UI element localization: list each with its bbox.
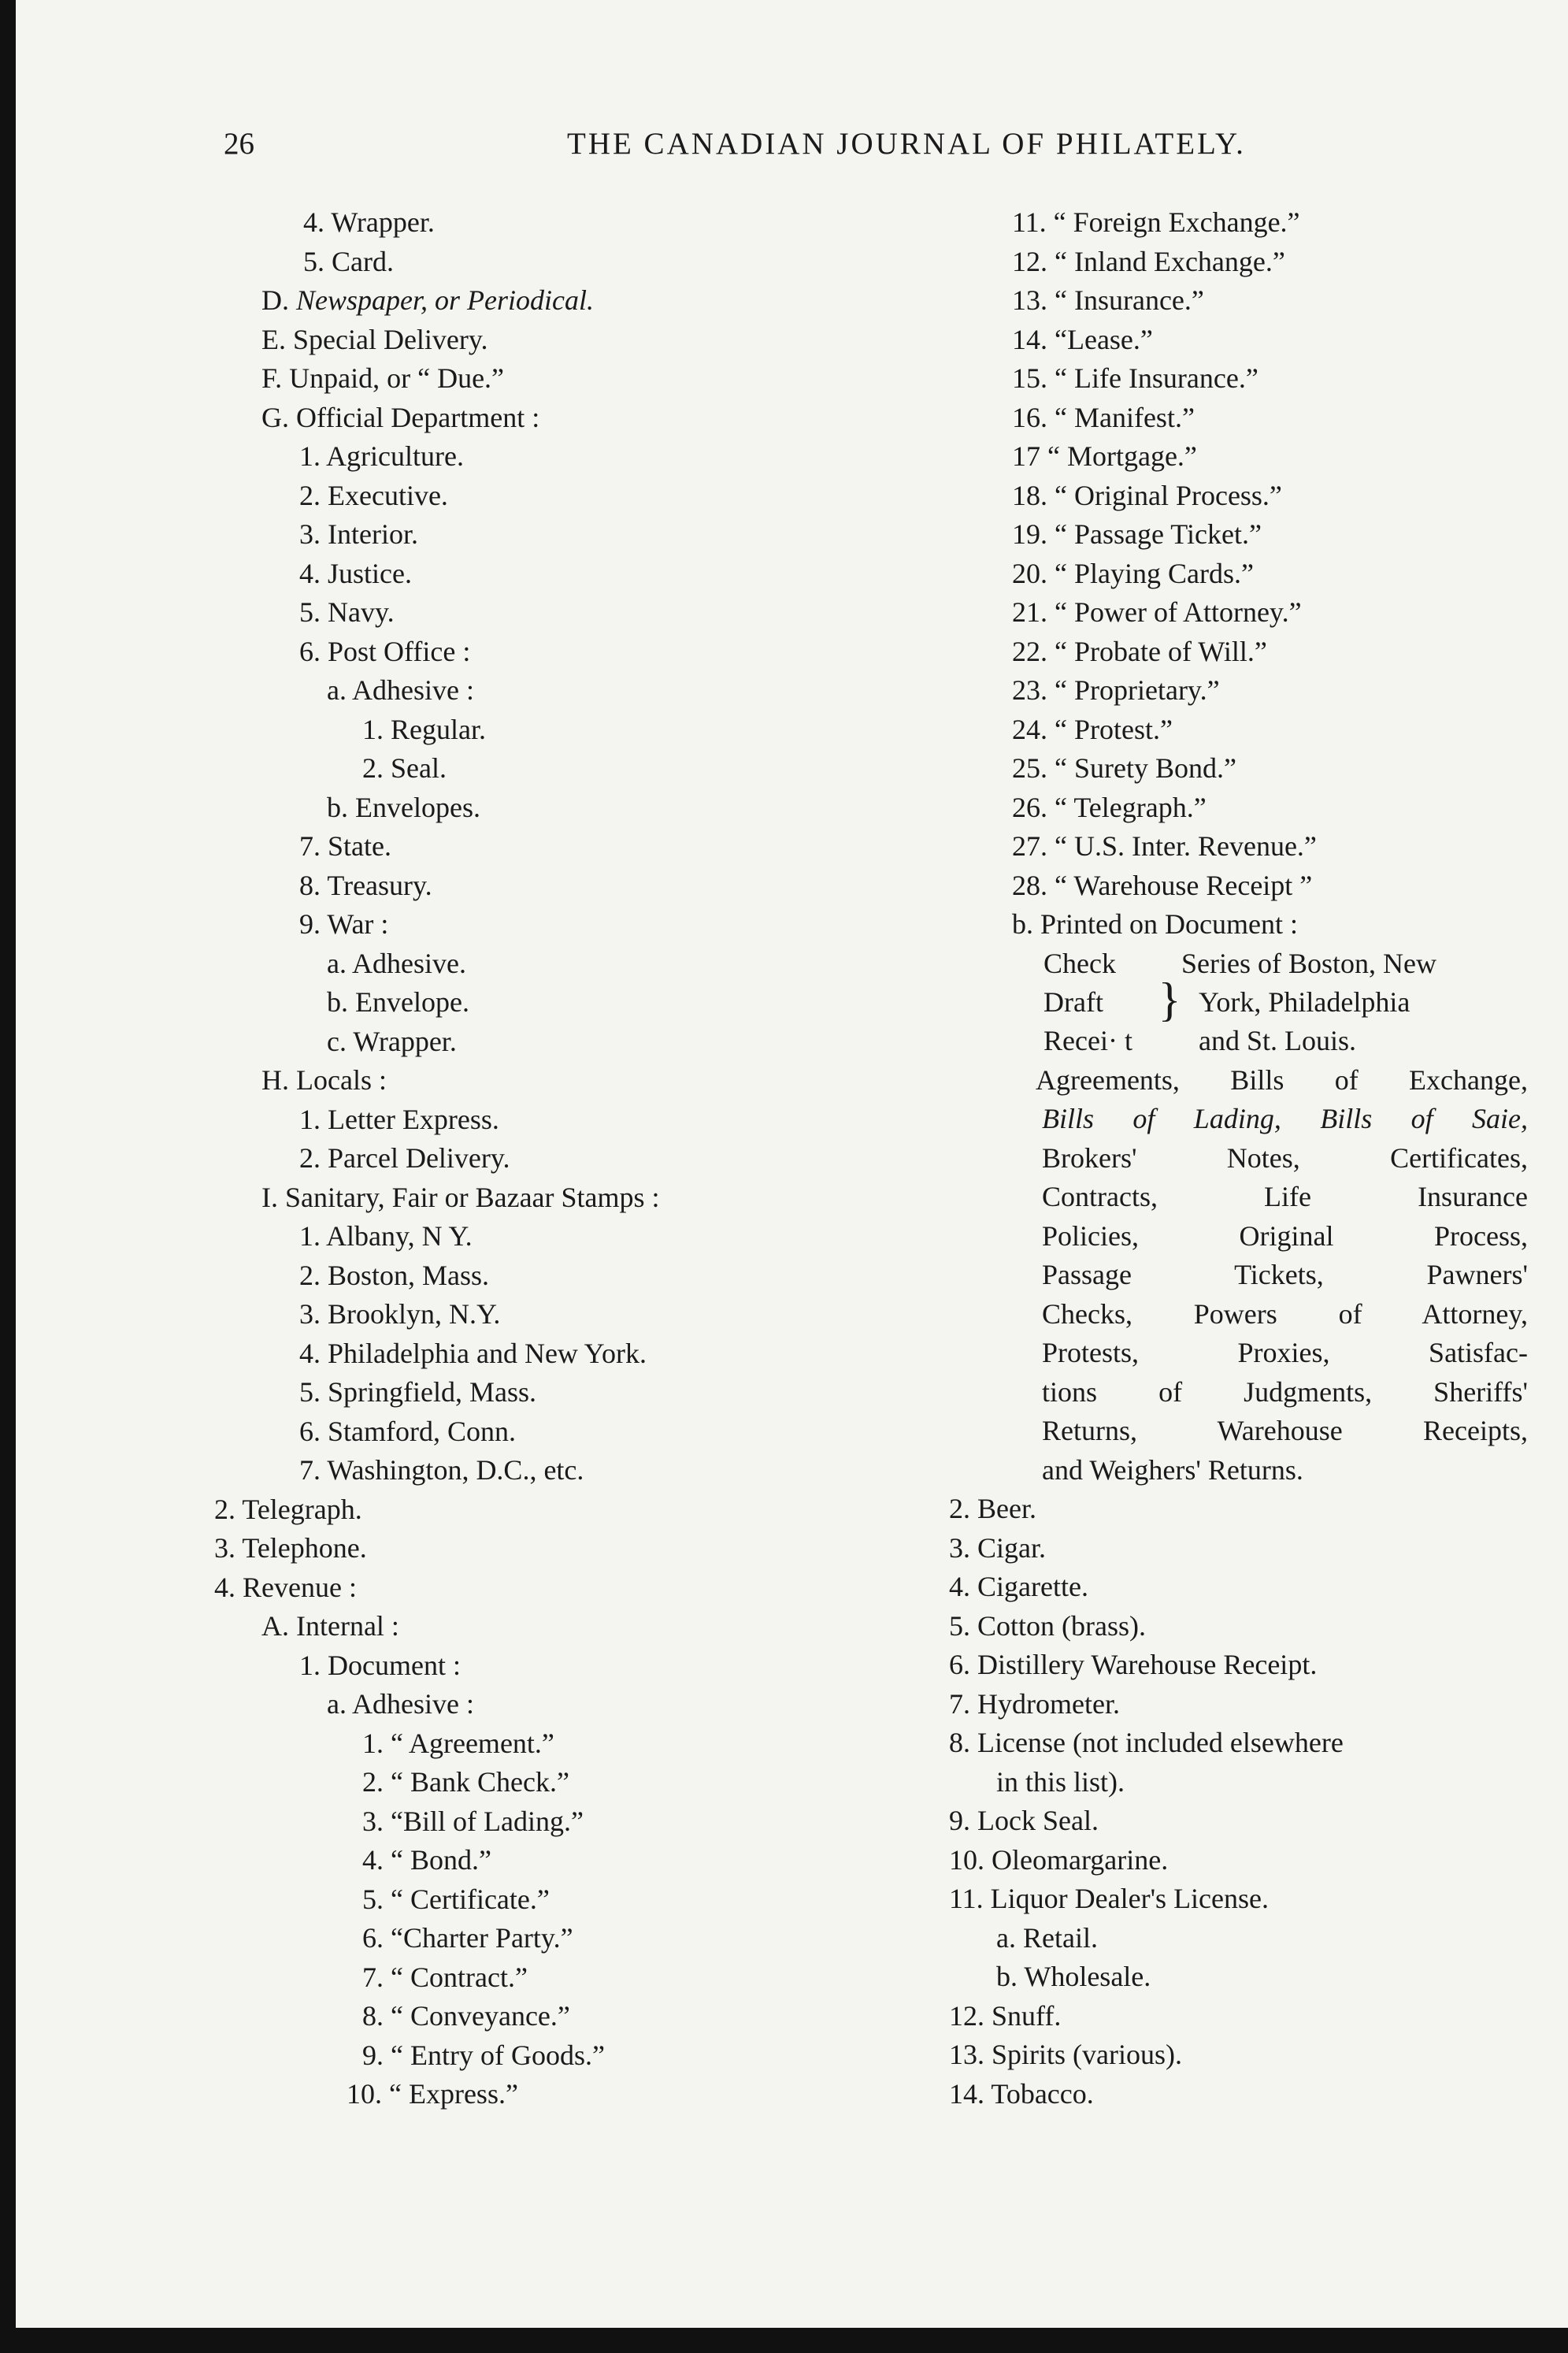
list-item: 15. “ Life Insurance.”: [1012, 362, 1258, 394]
list-item: 24. “ Protest.”: [1012, 713, 1173, 745]
list-item: 1. Document :: [299, 1649, 461, 1681]
list-item: 2. “ Bank Check.”: [362, 1766, 569, 1798]
list-item: E. Special Delivery.: [261, 323, 488, 355]
list-item: b. Envelope.: [327, 986, 469, 1018]
list-item: 21. “ Power of Attorney.”: [1012, 596, 1302, 628]
list-item: 16. “ Manifest.”: [1012, 401, 1195, 433]
paragraph-line: Contracts, Life Insurance: [1042, 1181, 1528, 1212]
list-item: 4. Wrapper.: [303, 206, 435, 238]
list-item: a. Adhesive.: [327, 947, 466, 979]
list-item: 6. Post Office :: [299, 635, 471, 667]
list-item: 26. “ Telegraph.”: [1012, 791, 1207, 823]
scan-edge-left: [0, 0, 16, 2353]
list-item: 7. State.: [299, 830, 391, 862]
page-number: 26: [224, 127, 254, 161]
paragraph-line: Policies, Original Process,: [1042, 1219, 1528, 1252]
bracket-group: [1043, 945, 1528, 1061]
list-item: 3. Interior.: [299, 518, 418, 550]
list-item: 3. “Bill of Lading.”: [362, 1805, 584, 1837]
list-item: D. Newspaper, or Periodical.: [261, 284, 594, 316]
list-item: 23. “ Proprietary.”: [1012, 674, 1220, 706]
list-item: 6. “Charter Party.”: [362, 1922, 573, 1954]
list-item: 3. Brooklyn, N.Y.: [299, 1298, 501, 1330]
list-item: 4. Justice.: [299, 557, 412, 589]
bracket-desc-line: York, Philadelphia: [1199, 985, 1410, 1018]
list-item: 14. “Lease.”: [1012, 323, 1153, 355]
list-item: 3. Cigar.: [949, 1531, 1046, 1564]
list-item: b. Envelopes.: [327, 791, 480, 823]
list-item: 20. “ Playing Cards.”: [1012, 557, 1254, 589]
list-item: 25. “ Surety Bond.”: [1012, 752, 1236, 784]
list-item: 14. Tobacco.: [949, 2077, 1094, 2110]
list-item: 22. “ Probate of Will.”: [1012, 635, 1267, 667]
list-item: 27. “ U.S. Inter. Revenue.”: [1012, 830, 1317, 862]
list-item: 5. Cotton (brass).: [949, 1609, 1146, 1642]
list-item: 13. “ Insurance.”: [1012, 284, 1204, 316]
paragraph-line: Returns, Warehouse Receipts,: [1042, 1415, 1528, 1446]
list-item: G. Official Department :: [261, 401, 540, 433]
list-item: 4. Philadelphia and New York.: [299, 1337, 647, 1369]
bracket-item: Check: [1043, 947, 1116, 979]
paragraph-line: Passage Tickets, Pawners': [1042, 1259, 1528, 1290]
list-item: 7. “ Contract.”: [362, 1961, 528, 1993]
list-item: 8. “ Conveyance.”: [362, 2000, 570, 2032]
list-item: a. Adhesive :: [327, 674, 474, 706]
list-item: A. Internal :: [261, 1610, 399, 1642]
list-item: b. Printed on Document :: [1012, 908, 1298, 940]
list-item: 13. Spirits (various).: [949, 2039, 1182, 2070]
bracket-desc-line: Series of Boston, New: [1181, 947, 1436, 979]
list-item: 1. Agriculture.: [299, 440, 464, 472]
list-item: 2. Parcel Delivery.: [299, 1142, 510, 1174]
list-item: H. Locals :: [261, 1064, 387, 1096]
running-title: THE CANADIAN JOURNAL OF PHILATELY.: [567, 127, 1246, 161]
list-item: 10. Oleomargarine.: [949, 1843, 1169, 1876]
list-item: 1. Letter Express.: [299, 1103, 499, 1135]
list-item: 9. “ Entry of Goods.”: [362, 2039, 605, 2071]
list-item: 6. Distillery Warehouse Receipt.: [949, 1649, 1318, 1680]
scan-edge-bottom: [0, 2328, 1568, 2353]
paragraph-line: Bills of Lading, Bills of Saie,: [1042, 1103, 1528, 1134]
list-item: 2. Executive.: [299, 479, 448, 511]
list-item: 2. Beer.: [949, 1493, 1036, 1524]
list-item: 5. Springfield, Mass.: [299, 1376, 536, 1408]
paragraph-line: tions of Judgments, Sheriffs': [1042, 1375, 1528, 1408]
bracket-desc-line: and St. Louis.: [1199, 1024, 1357, 1056]
paragraph-line: Checks, Powers of Attorney,: [1042, 1297, 1528, 1330]
list-item: 2. Telegraph.: [214, 1493, 362, 1525]
list-item: 12. Snuff.: [949, 1999, 1062, 2032]
paragraph-line: and Weighers' Returns.: [1042, 1453, 1303, 1486]
list-item: 5. Card.: [303, 245, 394, 277]
left-column: [205, 203, 780, 2114]
page-header: [0, 126, 1568, 173]
list-item: 8. License (not included elsewhere: [949, 1727, 1344, 1758]
list-item: 2. Seal.: [362, 752, 447, 784]
list-item: 4. “ Bond.”: [362, 1844, 491, 1876]
list-item: 9. Lock Seal.: [949, 1805, 1099, 1836]
bracket-item: Recei· t: [1043, 1024, 1132, 1056]
list-item: 7. Washington, D.C., etc.: [299, 1454, 584, 1486]
list-item: 19. “ Passage Ticket.”: [1012, 518, 1262, 550]
list-item: 12. “ Inland Exchange.”: [1012, 245, 1285, 277]
list-item: 4. Revenue :: [214, 1571, 357, 1603]
list-item: 28. “ Warehouse Receipt ”: [1012, 869, 1313, 901]
list-item: 9. War :: [299, 908, 389, 940]
bracket-item: Draft: [1043, 985, 1103, 1018]
list-item: 11. Liquor Dealer's License.: [949, 1883, 1270, 1914]
paragraph-line: Agreements, Bills of Exchange,: [1036, 1063, 1528, 1096]
list-item: 17 “ Mortgage.”: [1012, 440, 1197, 472]
list-item: 1. Regular.: [362, 713, 486, 745]
list-item: a. Adhesive :: [327, 1688, 474, 1720]
paragraph-line: Brokers' Notes, Certificates,: [1042, 1141, 1528, 1174]
list-item: F. Unpaid, or “ Due.”: [261, 362, 505, 394]
paragraph-line: Protests, Proxies, Satisfac-: [1042, 1337, 1528, 1368]
list-item: 5. Navy.: [299, 596, 395, 628]
list-item: 10. “ Express.”: [347, 2078, 518, 2110]
list-item: I. Sanitary, Fair or Bazaar Stamps :: [261, 1181, 660, 1213]
list-item: 1. Albany, N Y.: [299, 1220, 473, 1252]
list-item: 7. Hydrometer.: [949, 1687, 1120, 1720]
list-item: 3. Telephone.: [214, 1532, 367, 1564]
list-item: 2. Boston, Mass.: [299, 1259, 490, 1291]
list-item: 11. “ Foreign Exchange.”: [1012, 206, 1300, 238]
right-column: [949, 203, 1528, 2114]
list-item: c. Wrapper.: [327, 1025, 457, 1057]
list-item: a. Retail.: [996, 1921, 1098, 1954]
list-item: 1. “ Agreement.”: [362, 1727, 554, 1759]
curly-brace: }: [1158, 973, 1181, 1026]
list-item: 6. Stamford, Conn.: [299, 1415, 516, 1447]
list-item: 8. Treasury.: [299, 869, 432, 901]
list-item: 5. “ Certificate.”: [362, 1883, 550, 1915]
list-item: 18. “ Original Process.”: [1012, 479, 1282, 511]
list-item: in this list).: [996, 1765, 1125, 1798]
list-item: 4. Cigarette.: [949, 1571, 1088, 1602]
list-item: b. Wholesale.: [996, 1961, 1151, 1992]
documents-paragraph: [1036, 1061, 1528, 1490]
